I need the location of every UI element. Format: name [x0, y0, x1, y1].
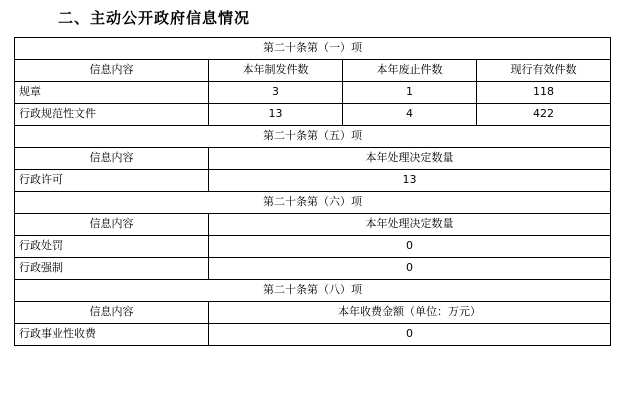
table-row	[15, 257, 611, 279]
column-header: 信息内容	[15, 213, 209, 235]
row-value: 0	[209, 235, 611, 257]
column-header: 信息内容	[15, 59, 209, 81]
section-heading-row	[15, 125, 611, 147]
row-label: 行政许可	[15, 169, 209, 191]
row-label: 行政规范性文件	[15, 103, 209, 125]
column-header: 本年废止件数	[343, 59, 477, 81]
table-row	[15, 235, 611, 257]
section-heading: 第二十条第（六）项	[15, 191, 611, 213]
table-row	[15, 81, 611, 103]
row-value: 422	[477, 103, 611, 125]
row-label: 行政处罚	[15, 235, 209, 257]
row-label: 行政事业性收费	[15, 323, 209, 345]
row-value: 118	[477, 81, 611, 103]
row-label: 规章	[15, 81, 209, 103]
section-heading-row	[15, 191, 611, 213]
row-label: 行政强制	[15, 257, 209, 279]
row-value: 13	[209, 103, 343, 125]
table-header-row	[15, 301, 611, 323]
row-value: 0	[209, 323, 611, 345]
column-header: 本年处理决定数量	[209, 213, 611, 235]
section-heading-row	[15, 37, 611, 59]
row-value: 4	[343, 103, 477, 125]
table-header-row	[15, 213, 611, 235]
column-header: 本年收费金额（单位：万元）	[209, 301, 611, 323]
column-header: 本年制发件数	[209, 59, 343, 81]
table-row	[15, 323, 611, 345]
table-row	[15, 103, 611, 125]
column-header: 信息内容	[15, 301, 209, 323]
section-heading: 第二十条第（一）项	[15, 37, 611, 59]
table-row	[15, 169, 611, 191]
column-header: 现行有效件数	[477, 59, 611, 81]
table-header-row	[15, 59, 611, 81]
row-value: 13	[209, 169, 611, 191]
section-heading: 第二十条第（五）项	[15, 125, 611, 147]
column-header: 本年处理决定数量	[209, 147, 611, 169]
page-title: 二、主动公开政府信息情况	[58, 9, 251, 27]
table-header-row	[15, 147, 611, 169]
column-header: 信息内容	[15, 147, 209, 169]
row-value: 0	[209, 257, 611, 279]
section-heading-row	[15, 279, 611, 301]
row-value: 1	[343, 81, 477, 103]
public-government-information-table	[14, 37, 611, 346]
row-value: 3	[209, 81, 343, 103]
section-heading: 第二十条第（八）项	[15, 279, 611, 301]
